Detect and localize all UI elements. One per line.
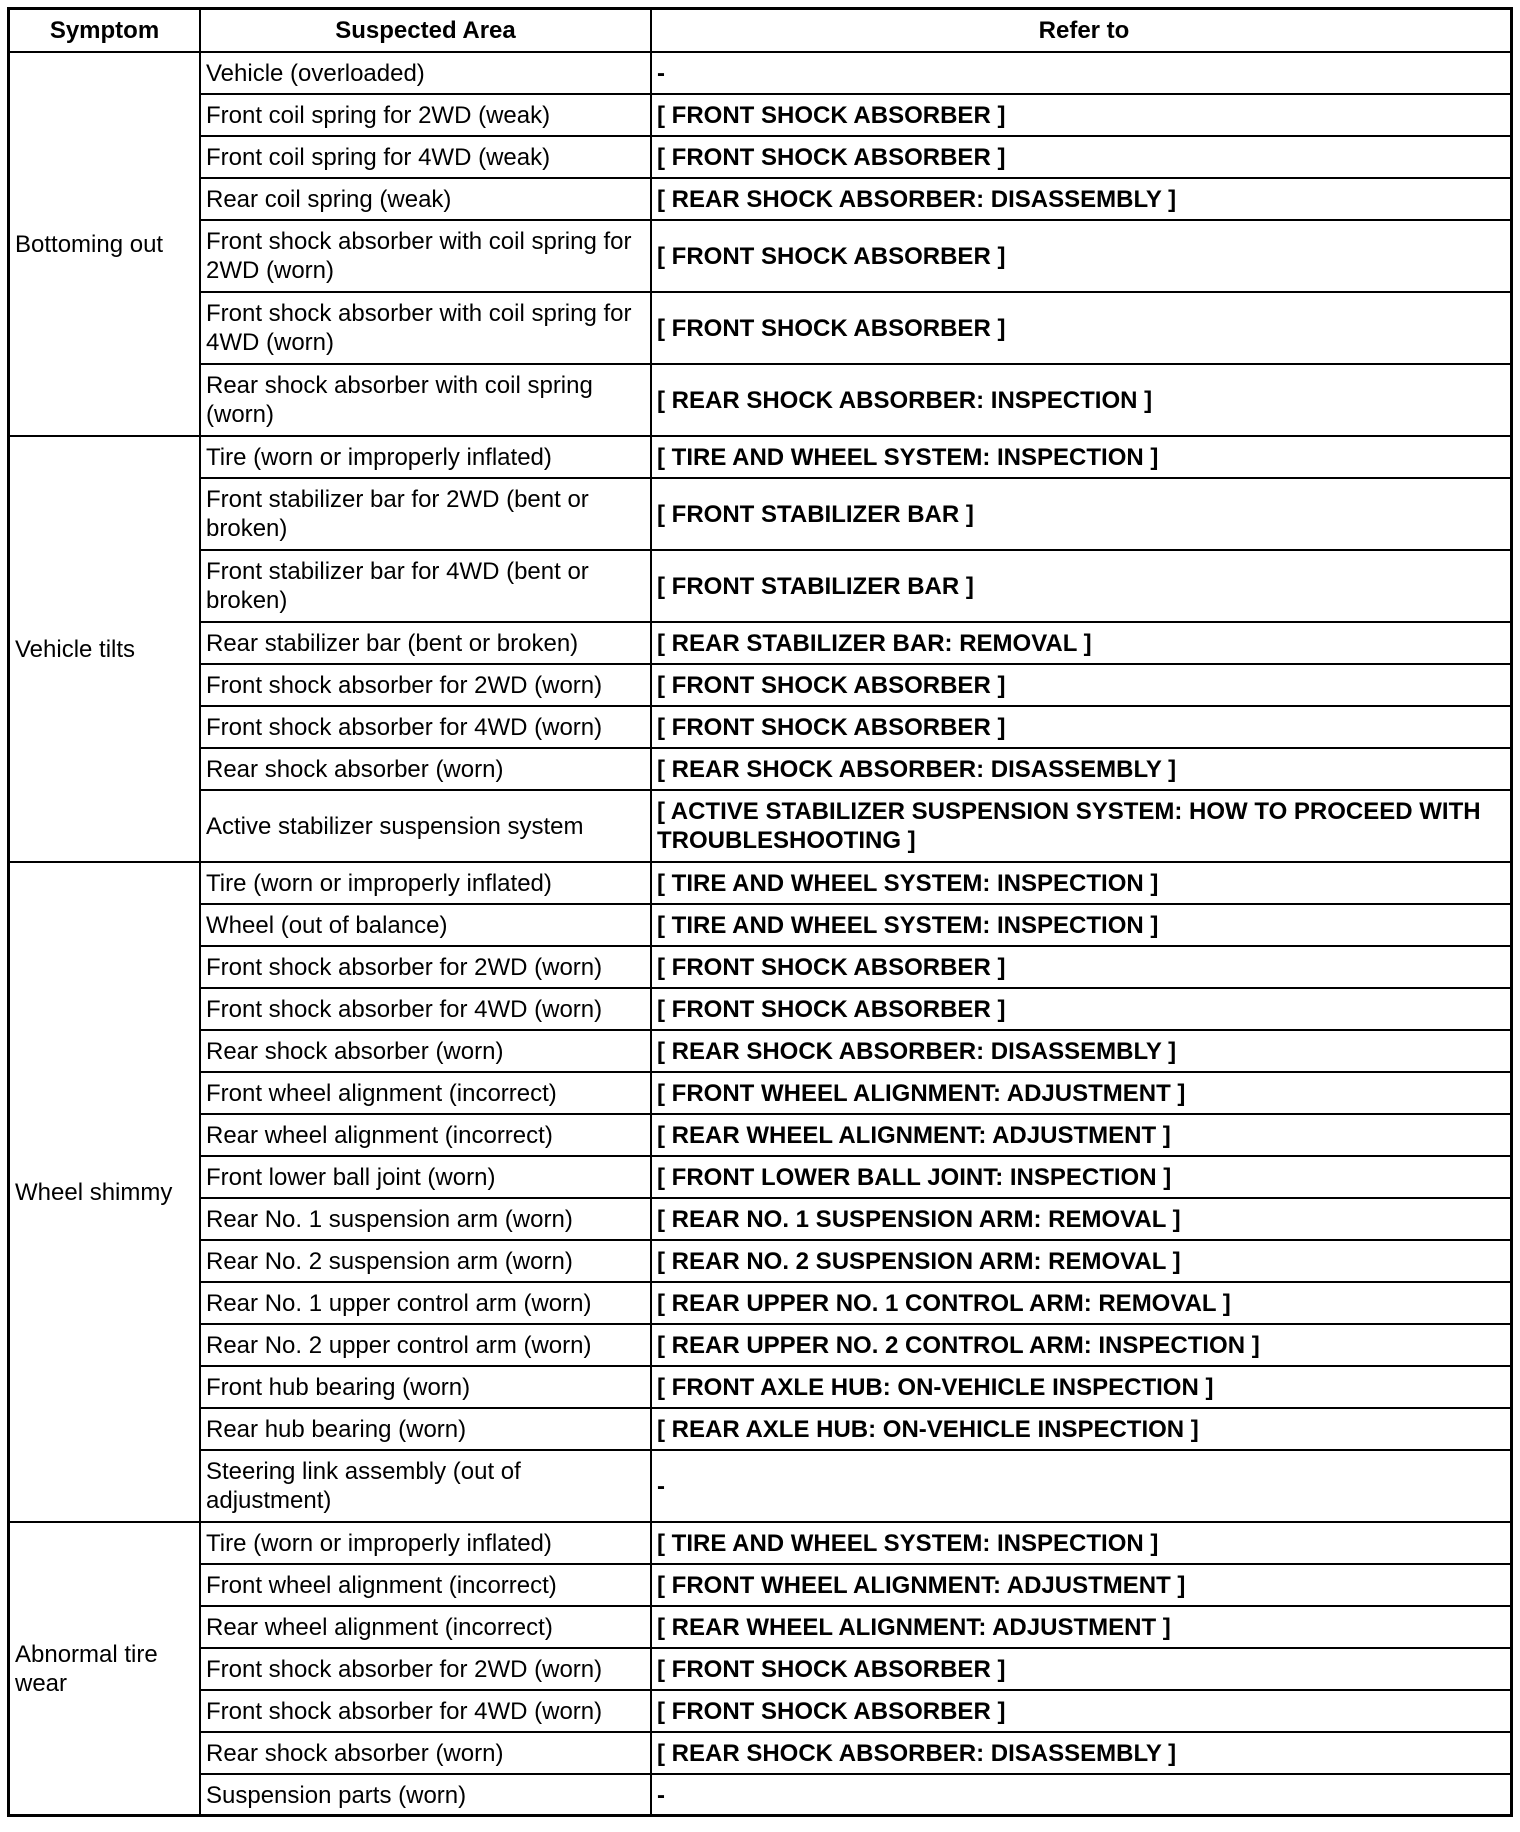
suspected-area-cell: Rear No. 2 suspension arm (worn) (200, 1240, 651, 1282)
suspected-area-cell: Vehicle (overloaded) (200, 52, 651, 94)
refer-to-cell: - (651, 1450, 1513, 1522)
table-row (10, 1690, 1513, 1732)
refer-to-cell: [ REAR AXLE HUB: ON-VEHICLE INSPECTION ] (651, 1408, 1513, 1450)
symptom-table (10, 10, 1513, 1817)
refer-to-cell: [ REAR SHOCK ABSORBER: DISASSEMBLY ] (651, 178, 1513, 220)
table-body (10, 52, 1513, 1816)
symptom-cell: Vehicle tilts (10, 436, 200, 862)
suspected-area-cell: Front shock absorber for 4WD (worn) (200, 988, 651, 1030)
table-row (10, 790, 1513, 862)
refer-to-cell: [ FRONT WHEEL ALIGNMENT: ADJUSTMENT ] (651, 1072, 1513, 1114)
refer-to-cell: [ FRONT SHOCK ABSORBER ] (651, 1690, 1513, 1732)
refer-to-cell: [ FRONT STABILIZER BAR ] (651, 550, 1513, 622)
suspected-area-cell: Rear wheel alignment (incorrect) (200, 1114, 651, 1156)
header-suspected-area: Suspected Area (200, 10, 651, 52)
table-row (10, 364, 1513, 436)
refer-to-cell: [ FRONT SHOCK ABSORBER ] (651, 1648, 1513, 1690)
suspected-area-cell: Rear wheel alignment (incorrect) (200, 1606, 651, 1648)
refer-to-cell: - (651, 52, 1513, 94)
refer-to-cell: [ TIRE AND WHEEL SYSTEM: INSPECTION ] (651, 436, 1513, 478)
table-row (10, 1450, 1513, 1522)
symptom-cell: Wheel shimmy (10, 862, 200, 1522)
table-row (10, 478, 1513, 550)
table-row (10, 1240, 1513, 1282)
refer-to-cell: [ ACTIVE STABILIZER SUSPENSION SYSTEM: HOW TO PROCEED WITH TROUBLESHOOTING ] (651, 790, 1513, 862)
table-row (10, 550, 1513, 622)
table-row (10, 436, 1513, 478)
suspected-area-cell: Rear shock absorber (worn) (200, 1030, 651, 1072)
refer-to-cell: [ FRONT SHOCK ABSORBER ] (651, 946, 1513, 988)
suspected-area-cell: Suspension parts (worn) (200, 1774, 651, 1816)
refer-to-cell: [ REAR NO. 2 SUSPENSION ARM: REMOVAL ] (651, 1240, 1513, 1282)
refer-to-cell: [ FRONT SHOCK ABSORBER ] (651, 988, 1513, 1030)
table-row (10, 136, 1513, 178)
table-row (10, 1774, 1513, 1816)
suspected-area-cell: Wheel (out of balance) (200, 904, 651, 946)
refer-to-cell: [ FRONT SHOCK ABSORBER ] (651, 706, 1513, 748)
suspected-area-cell: Tire (worn or improperly inflated) (200, 436, 651, 478)
header-row (10, 10, 1513, 52)
suspected-area-cell: Rear No. 1 upper control arm (worn) (200, 1282, 651, 1324)
symptom-cell: Bottoming out (10, 52, 200, 436)
table-row (10, 1564, 1513, 1606)
suspected-area-cell: Front shock absorber for 4WD (worn) (200, 706, 651, 748)
refer-to-cell: [ REAR STABILIZER BAR: REMOVAL ] (651, 622, 1513, 664)
refer-to-cell: [ FRONT STABILIZER BAR ] (651, 478, 1513, 550)
refer-to-cell: [ REAR SHOCK ABSORBER: INSPECTION ] (651, 364, 1513, 436)
table-row (10, 220, 1513, 292)
refer-to-cell: [ FRONT WHEEL ALIGNMENT: ADJUSTMENT ] (651, 1564, 1513, 1606)
suspected-area-cell: Rear No. 2 upper control arm (worn) (200, 1324, 651, 1366)
table-row (10, 748, 1513, 790)
suspected-area-cell: Tire (worn or improperly inflated) (200, 862, 651, 904)
suspected-area-cell: Rear shock absorber (worn) (200, 1732, 651, 1774)
suspected-area-cell: Front wheel alignment (incorrect) (200, 1564, 651, 1606)
suspected-area-cell: Steering link assembly (out of adjustment) (200, 1450, 651, 1522)
suspected-area-cell: Front shock absorber for 2WD (worn) (200, 1648, 651, 1690)
suspected-area-cell: Rear shock absorber (worn) (200, 748, 651, 790)
suspected-area-cell: Front coil spring for 2WD (weak) (200, 94, 651, 136)
suspected-area-cell: Front lower ball joint (worn) (200, 1156, 651, 1198)
suspected-area-cell: Front shock absorber for 2WD (worn) (200, 664, 651, 706)
suspected-area-cell: Active stabilizer suspension system (200, 790, 651, 862)
refer-to-cell: [ FRONT LOWER BALL JOINT: INSPECTION ] (651, 1156, 1513, 1198)
header-symptom: Symptom (10, 10, 200, 52)
suspected-area-cell: Rear stabilizer bar (bent or broken) (200, 622, 651, 664)
suspected-area-cell: Front wheel alignment (incorrect) (200, 1072, 651, 1114)
suspected-area-cell: Front shock absorber for 4WD (worn) (200, 1690, 651, 1732)
table-row (10, 1606, 1513, 1648)
refer-to-cell: [ REAR UPPER NO. 2 CONTROL ARM: INSPECTION ] (651, 1324, 1513, 1366)
refer-to-cell: [ FRONT AXLE HUB: ON-VEHICLE INSPECTION ] (651, 1366, 1513, 1408)
suspected-area-cell: Front stabilizer bar for 4WD (bent or broken) (200, 550, 651, 622)
table-row (10, 1732, 1513, 1774)
suspected-area-cell: Rear No. 1 suspension arm (worn) (200, 1198, 651, 1240)
table-row (10, 622, 1513, 664)
refer-to-cell: [ TIRE AND WHEEL SYSTEM: INSPECTION ] (651, 1522, 1513, 1564)
table-row (10, 1408, 1513, 1450)
table-row (10, 904, 1513, 946)
refer-to-cell: [ REAR SHOCK ABSORBER: DISASSEMBLY ] (651, 748, 1513, 790)
suspected-area-cell: Front shock absorber with coil spring for 2WD (worn) (200, 220, 651, 292)
refer-to-cell: [ FRONT SHOCK ABSORBER ] (651, 292, 1513, 364)
table-row (10, 94, 1513, 136)
table-row (10, 1282, 1513, 1324)
header-refer-to: Refer to (651, 10, 1513, 52)
table-row (10, 946, 1513, 988)
refer-to-cell: [ FRONT SHOCK ABSORBER ] (651, 136, 1513, 178)
table-row (10, 1324, 1513, 1366)
suspected-area-cell: Front coil spring for 4WD (weak) (200, 136, 651, 178)
refer-to-cell: [ REAR WHEEL ALIGNMENT: ADJUSTMENT ] (651, 1114, 1513, 1156)
suspected-area-cell: Tire (worn or improperly inflated) (200, 1522, 651, 1564)
refer-to-cell: [ REAR WHEEL ALIGNMENT: ADJUSTMENT ] (651, 1606, 1513, 1648)
refer-to-cell: [ REAR UPPER NO. 1 CONTROL ARM: REMOVAL ] (651, 1282, 1513, 1324)
refer-to-cell: [ FRONT SHOCK ABSORBER ] (651, 94, 1513, 136)
refer-to-cell: [ TIRE AND WHEEL SYSTEM: INSPECTION ] (651, 904, 1513, 946)
table-row (10, 1030, 1513, 1072)
refer-to-cell: [ FRONT SHOCK ABSORBER ] (651, 220, 1513, 292)
table-row (10, 1522, 1513, 1564)
table-row (10, 706, 1513, 748)
table-row (10, 52, 1513, 94)
refer-to-cell: [ TIRE AND WHEEL SYSTEM: INSPECTION ] (651, 862, 1513, 904)
refer-to-cell: - (651, 1774, 1513, 1816)
table-row (10, 988, 1513, 1030)
table-row (10, 1114, 1513, 1156)
table-row (10, 1648, 1513, 1690)
suspected-area-cell: Front shock absorber with coil spring for 4WD (worn) (200, 292, 651, 364)
refer-to-cell: [ REAR SHOCK ABSORBER: DISASSEMBLY ] (651, 1030, 1513, 1072)
table-row (10, 664, 1513, 706)
table-row (10, 1156, 1513, 1198)
table-row (10, 862, 1513, 904)
troubleshooting-table-container (7, 7, 1513, 1817)
suspected-area-cell: Rear coil spring (weak) (200, 178, 651, 220)
table-row (10, 292, 1513, 364)
suspected-area-cell: Rear hub bearing (worn) (200, 1408, 651, 1450)
suspected-area-cell: Front stabilizer bar for 2WD (bent or broken) (200, 478, 651, 550)
refer-to-cell: [ REAR NO. 1 SUSPENSION ARM: REMOVAL ] (651, 1198, 1513, 1240)
refer-to-cell: [ REAR SHOCK ABSORBER: DISASSEMBLY ] (651, 1732, 1513, 1774)
table-row (10, 178, 1513, 220)
suspected-area-cell: Rear shock absorber with coil spring (worn) (200, 364, 651, 436)
suspected-area-cell: Front hub bearing (worn) (200, 1366, 651, 1408)
table-row (10, 1198, 1513, 1240)
table-row (10, 1072, 1513, 1114)
symptom-cell: Abnormal tire wear (10, 1522, 200, 1816)
refer-to-cell: [ FRONT SHOCK ABSORBER ] (651, 664, 1513, 706)
table-row (10, 1366, 1513, 1408)
suspected-area-cell: Front shock absorber for 2WD (worn) (200, 946, 651, 988)
